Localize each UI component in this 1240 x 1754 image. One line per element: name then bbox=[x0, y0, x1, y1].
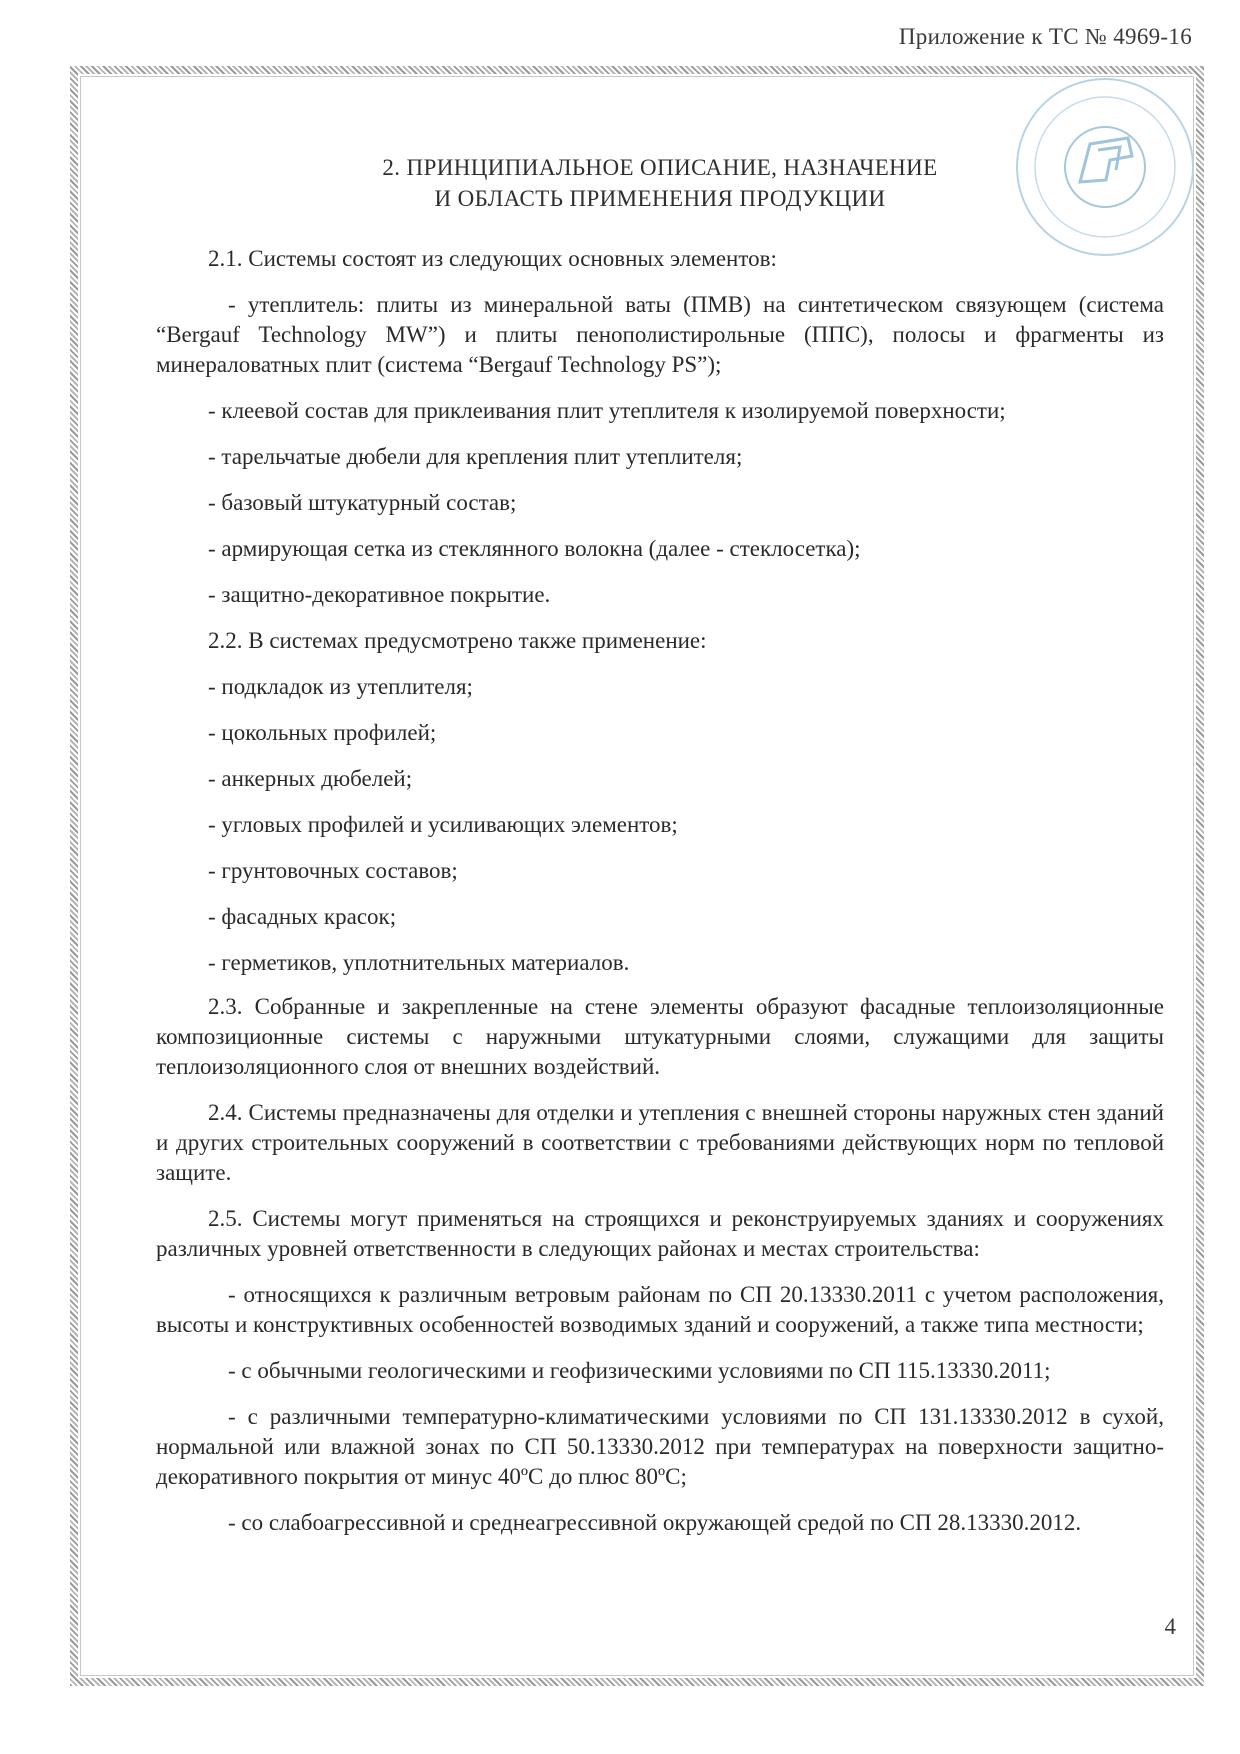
list-item: - фасадных красок; bbox=[208, 904, 397, 929]
list-item: - угловых профилей и усиливающих элементов; bbox=[208, 812, 678, 837]
page-number: 4 bbox=[1164, 1614, 1176, 1639]
list-item: - с обычными геологическими и геофизическими условиями по СП 115.13330.2011; bbox=[228, 1358, 1051, 1383]
list-item: - со слабоагрессивной и среднеагрессивной окружающей средой по СП 28.13330.2012. bbox=[228, 1510, 1082, 1535]
clause-2-3: 2.3. Собранные и закрепленные на стене элементы образуют фасадные теплоизоляционные композиционные системы с наружными штукатурными слоями, служащими для защиты теплоизоляционного слоя от внешних воздействий. bbox=[156, 994, 1164, 1079]
section-title-line-2: И ОБЛАСТЬ ПРИМЕНЕНИЯ ПРОДУКЦИИ bbox=[434, 186, 886, 211]
list-item: - с различными температурно-климатическими условиями по СП 131.13330.2012 в сухой, нормальной или влажной зонах по СП 50.13330.2012 при температурах на поверхности защитно-декоративного покрытия от минус 40ºС до плюс 80ºС; bbox=[156, 1404, 1164, 1489]
list-item: - защитно-декоративное покрытие. bbox=[208, 582, 551, 607]
clause-2-1-intro: 2.1. Системы состоят из следующих основных элементов: bbox=[208, 246, 777, 271]
clause-2-4: 2.4. Системы предназначены для отделки и утепления с внешней стороны наружных стен зданий и других строительных сооружений в соответствии с требованиями действующих норм по тепловой защите. bbox=[156, 1100, 1164, 1185]
list-item: - утеплитель: плиты из минеральной ваты (ПМВ) на синтетическом связующем (система “Bergauf Technology MW”) и плиты пенополистирольные (ППС), полосы и фрагменты из минераловатных плит (система “Bergauf Technology PS”); bbox=[156, 292, 1164, 377]
list-item: - герметиков, уплотнительных материалов. bbox=[208, 950, 630, 975]
list-item: - подкладок из утеплителя; bbox=[208, 674, 473, 699]
list-item: - базовый штукатурный состав; bbox=[208, 490, 517, 515]
list-item: - цокольных профилей; bbox=[208, 720, 437, 745]
list-item: - клеевой состав для приклеивания плит утеплителя к изолируемой поверхности; bbox=[208, 398, 1006, 423]
list-item: - тарельчатые дюбели для крепления плит утеплителя; bbox=[208, 444, 743, 469]
document-body bbox=[156, 152, 1164, 1538]
clause-2-5-intro: 2.5. Системы могут применяться на строящихся и реконструируемых зданиях и сооружениях различных уровней ответственности в следующих районах и местах строительства: bbox=[156, 1206, 1164, 1261]
clause-2-2-intro: 2.2. В системах предусмотрено также применение: bbox=[208, 628, 707, 653]
list-item: - анкерных дюбелей; bbox=[208, 766, 413, 791]
list-item: - грунтовочных составов; bbox=[208, 858, 458, 883]
section-title bbox=[156, 152, 1164, 214]
list-item: - относящихся к различным ветровым районам по СП 20.13330.2011 с учетом расположения, высоты и конструктивных особенностей возводимых зданий и сооружений, а также типа местности; bbox=[156, 1282, 1164, 1337]
section-title-line-1: 2. ПРИНЦИПИАЛЬНОЕ ОПИСАНИЕ, НАЗНАЧЕНИЕ bbox=[382, 155, 938, 180]
document-reference: Приложение к ТС № 4969-16 bbox=[898, 24, 1192, 49]
list-item: - армирующая сетка из стеклянного волокна (далее - стеклосетка); bbox=[208, 536, 861, 561]
